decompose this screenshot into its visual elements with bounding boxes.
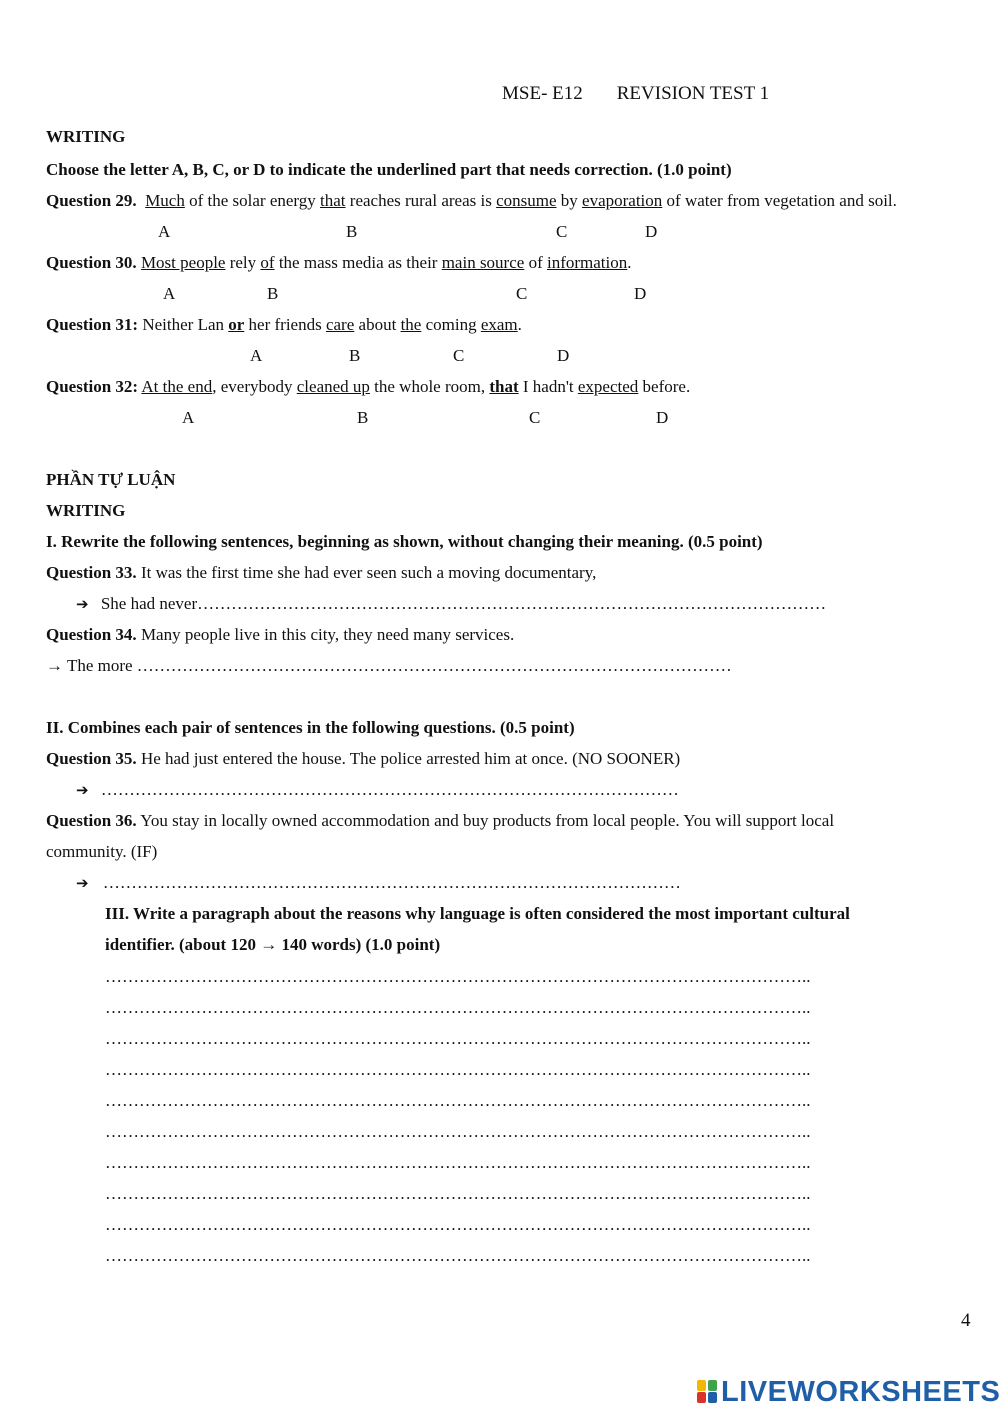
- question-text: the whole room,: [369, 377, 490, 396]
- answer-36-line: [76, 873, 681, 893]
- option-b-text[interactable]: that: [320, 191, 346, 210]
- option-b-letter[interactable]: B: [357, 408, 369, 427]
- option-b-text[interactable]: care: [325, 315, 355, 334]
- option-d-letter[interactable]: D: [645, 222, 658, 241]
- question-33: [46, 563, 596, 583]
- arrow-icon: ➔: [76, 781, 89, 799]
- answer-35-line: [76, 780, 679, 800]
- logo-square: [697, 1380, 706, 1391]
- option-b-letter[interactable]: B: [349, 346, 361, 365]
- question-text: of water from vegetation and soil.: [662, 191, 897, 210]
- question-text: of the solar energy: [184, 191, 321, 210]
- question-text: I hadn't: [518, 377, 578, 396]
- paragraph-answer-line[interactable]: ……………………………………………………………………………………………………………..: [105, 998, 811, 1017]
- part-1-instruction: I. Rewrite the following sentences, beginning as shown, without changing their meaning. (0.5 point): [46, 532, 763, 551]
- question-29: [46, 191, 897, 211]
- option-b-letter[interactable]: B: [267, 284, 279, 303]
- option-c-letter[interactable]: C: [556, 222, 568, 241]
- question-text: .: [627, 253, 632, 272]
- question-label: Question 33.: [46, 563, 137, 582]
- question-text: Neither Lan: [142, 315, 229, 334]
- option-a-letter[interactable]: A: [163, 284, 176, 303]
- question-text: of: [524, 253, 547, 272]
- question-text: He had just entered the house. The police arrested him at once. (NO SOONER): [136, 749, 681, 768]
- option-c-text[interactable]: that: [489, 377, 519, 396]
- option-c-letter[interactable]: C: [529, 408, 541, 427]
- option-a-letter[interactable]: A: [182, 408, 195, 427]
- option-d-text[interactable]: information: [546, 253, 628, 272]
- paragraph-answer-line[interactable]: ……………………………………………………………………………………………………………..: [105, 1091, 811, 1110]
- answer-letters-32: [0, 408, 1000, 428]
- question-text: Many people live in this city, they need many services.: [136, 625, 515, 644]
- question-label: Question 36.: [46, 811, 137, 830]
- liveworksheets-logo-icon: [697, 1378, 719, 1404]
- paragraph-answer-line[interactable]: ……………………………………………………………………………………………………………..: [105, 967, 811, 986]
- option-a-text[interactable]: Most people: [140, 253, 226, 272]
- arrow-icon: ➔: [76, 874, 89, 892]
- answer-33-field[interactable]: She had never…………………………………………………………………………………………………: [100, 594, 827, 613]
- option-d-text[interactable]: evaporation: [582, 191, 663, 210]
- essay-section-heading: WRITING: [46, 501, 126, 520]
- question-label: Question 29.: [46, 191, 137, 210]
- logo-square: [708, 1380, 717, 1391]
- question-text: , everybody: [212, 377, 297, 396]
- paragraph-answer-line[interactable]: ……………………………………………………………………………………………………………..: [105, 1215, 811, 1234]
- liveworksheets-logo: [697, 1376, 1000, 1409]
- question-31: [46, 315, 522, 335]
- question-text: It was the first time she had ever seen such a moving documentary,: [136, 563, 597, 582]
- option-a-letter[interactable]: A: [158, 222, 171, 241]
- test-code: MSE- E12: [502, 83, 583, 104]
- question-text: by: [556, 191, 583, 210]
- option-a-text[interactable]: or: [228, 315, 245, 334]
- option-c-letter[interactable]: C: [453, 346, 465, 365]
- question-text: about: [354, 315, 401, 334]
- part-3-instruction-continued: identifier. (about 120 → 140 words) (1.0 point): [105, 935, 441, 954]
- paragraph-answer-line[interactable]: ……………………………………………………………………………………………………………..: [105, 1122, 811, 1141]
- option-d-letter[interactable]: D: [634, 284, 647, 303]
- question-36: [46, 811, 834, 831]
- part-3-instruction: III. Write a paragraph about the reasons why language is often considered the most important cultural: [105, 904, 850, 923]
- question-label: Question 32:: [46, 377, 139, 396]
- answer-letters-31: [0, 346, 1000, 366]
- answer-letters-30: [0, 284, 1000, 304]
- question-text: her friends: [244, 315, 326, 334]
- option-d-text[interactable]: exam: [480, 315, 518, 334]
- question-36-continued: community. (IF): [46, 842, 158, 861]
- section-heading-writing: WRITING: [46, 127, 126, 146]
- answer-35-field[interactable]: …………………………………………………………………………………………: [100, 780, 679, 799]
- option-b-text[interactable]: of: [260, 253, 275, 272]
- option-c-text[interactable]: main source: [441, 253, 525, 272]
- option-c-text[interactable]: the: [400, 315, 422, 334]
- page-number: 4: [961, 1310, 971, 1331]
- question-text: You stay in locally owned accommodation and buy products from local people. You will support local: [136, 811, 835, 830]
- option-a-text[interactable]: At the end: [141, 377, 213, 396]
- option-b-letter[interactable]: B: [346, 222, 358, 241]
- question-label: Question 30.: [46, 253, 137, 272]
- option-d-letter[interactable]: D: [557, 346, 570, 365]
- answer-34-field[interactable]: → The more ……………………………………………………………………………………………: [46, 656, 732, 675]
- paragraph-answer-line[interactable]: ……………………………………………………………………………………………………………..: [105, 1246, 811, 1265]
- option-d-letter[interactable]: D: [656, 408, 669, 427]
- section-instruction: Choose the letter A, B, C, or D to indicate the underlined part that needs correction. (1.0 point): [46, 160, 732, 179]
- question-label: Question 34.: [46, 625, 137, 644]
- question-30: [46, 253, 632, 273]
- logo-square: [708, 1392, 717, 1403]
- paragraph-answer-line[interactable]: ……………………………………………………………………………………………………………..: [105, 1029, 811, 1048]
- essay-section-title: PHẦN TỰ LUẬN: [46, 470, 176, 489]
- test-title: REVISION TEST 1: [616, 83, 770, 104]
- option-a-text[interactable]: Much: [145, 191, 185, 210]
- option-c-text[interactable]: consume: [496, 191, 557, 210]
- option-b-text[interactable]: cleaned up: [296, 377, 370, 396]
- answer-letters-29: [0, 222, 1000, 242]
- paragraph-answer-line[interactable]: ……………………………………………………………………………………………………………..: [105, 1153, 811, 1172]
- part-2-instruction: II. Combines each pair of sentences in the following questions. (0.5 point): [46, 718, 575, 737]
- question-label: Question 31:: [46, 315, 139, 334]
- option-a-letter[interactable]: A: [250, 346, 263, 365]
- option-d-text[interactable]: expected: [577, 377, 639, 396]
- paragraph-answer-line[interactable]: ……………………………………………………………………………………………………………..: [105, 1060, 811, 1079]
- question-text: rely: [225, 253, 261, 272]
- page-header: [502, 83, 769, 105]
- question-text: coming: [421, 315, 481, 334]
- arrow-icon: ➔: [76, 595, 89, 613]
- question-35: [46, 749, 680, 769]
- question-text: reaches rural areas is: [345, 191, 497, 210]
- question-text: before.: [638, 377, 691, 396]
- question-34: [46, 625, 514, 645]
- option-c-letter[interactable]: C: [516, 284, 528, 303]
- question-label: Question 35.: [46, 749, 137, 768]
- logo-text: LIVEWORKSHEETS: [721, 1376, 1000, 1408]
- question-32: [46, 377, 690, 397]
- logo-square: [697, 1392, 706, 1403]
- question-text: the mass media as their: [274, 253, 442, 272]
- answer-33-line: [76, 594, 826, 614]
- question-text: .: [517, 315, 522, 334]
- answer-36-field[interactable]: …………………………………………………………………………………………: [102, 873, 681, 892]
- paragraph-answer-line[interactable]: ……………………………………………………………………………………………………………..: [105, 1184, 811, 1203]
